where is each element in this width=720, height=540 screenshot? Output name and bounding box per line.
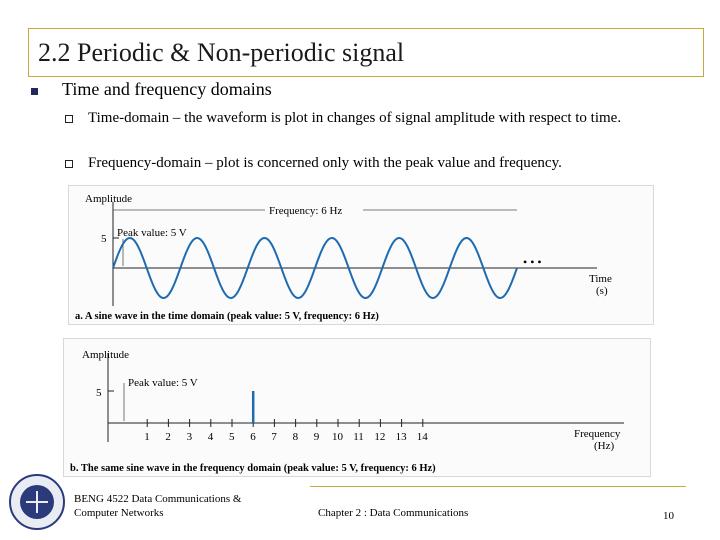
frequency-domain-figure <box>63 338 651 477</box>
peak-label: Peak value: 5 V <box>117 227 187 239</box>
sub-bullet-frequency-domain: Frequency-domain – plot is concerned only with the peak value and frequency. <box>88 155 562 171</box>
x-tick-label: 11 <box>353 431 364 443</box>
x-axis-label: Frequency <box>574 428 621 440</box>
title-frame-left <box>28 28 29 76</box>
x-tick-label: 13 <box>395 431 407 443</box>
footer-course-line2: Computer Networks <box>74 507 164 519</box>
x-tick-label: 1 <box>144 431 150 443</box>
frequency-marks <box>144 391 428 443</box>
frequency-label: Frequency: 6 Hz <box>269 205 343 217</box>
x-tick-label: 12 <box>374 431 386 443</box>
sub-bullet-box-icon <box>65 115 73 123</box>
title-frame-right <box>703 28 704 76</box>
figure-b-caption: b. The same sine wave in the frequency domain (peak value: 5 V, frequency: 6 Hz) <box>70 463 436 474</box>
x-tick-label: 4 <box>207 431 214 443</box>
bullet-text: Time and frequency domains <box>62 79 272 99</box>
figure-a-caption: a. A sine wave in the time domain (peak value: 5 V, frequency: 6 Hz) <box>75 311 379 322</box>
x-axis-label: Time <box>589 273 612 285</box>
title-frame-bottom <box>28 76 704 77</box>
title-frame-top <box>28 28 704 29</box>
x-tick-label: 6 <box>250 431 256 443</box>
y-tick-label: 5 <box>101 233 107 245</box>
frequency-domain-chart <box>64 339 650 476</box>
x-tick-label: 7 <box>271 431 277 443</box>
slide-title: 2.2 Periodic & Non-periodic signal <box>38 38 405 67</box>
footer-course-line1: BENG 4522 Data Communications & <box>74 493 242 505</box>
bullet-square-icon <box>31 88 38 95</box>
time-domain-figure <box>68 185 654 325</box>
y-tick-label: 5 <box>96 387 102 399</box>
x-axis-unit: (Hz) <box>594 440 615 452</box>
x-tick-label: 14 <box>416 431 428 443</box>
sub-bullet-box-icon <box>65 160 73 168</box>
x-tick-label: 10 <box>332 431 343 443</box>
footer-course <box>74 492 274 520</box>
peak-label: Peak value: 5 V <box>128 377 198 389</box>
page-number: 10 <box>663 510 674 522</box>
footer-rule <box>310 486 686 487</box>
x-tick-label: 9 <box>313 431 320 443</box>
time-domain-chart <box>69 186 653 324</box>
x-tick-label: 2 <box>165 431 171 443</box>
x-tick-label: 5 <box>229 431 235 443</box>
footer-chapter: Chapter 2 : Data Communications <box>318 507 469 519</box>
university-logo <box>4 470 70 530</box>
x-tick-label: 3 <box>186 431 193 443</box>
x-axis-unit: (s) <box>596 285 608 297</box>
y-axis-label: Amplitude <box>85 193 133 205</box>
y-axis-label: Amplitude <box>82 349 130 361</box>
sub-bullet-time-domain: Time-domain – the waveform is plot in changes of signal amplitude with respect to time. <box>88 110 622 126</box>
continuation-dots: • • • <box>523 255 542 269</box>
x-tick-label: 8 <box>292 431 299 443</box>
